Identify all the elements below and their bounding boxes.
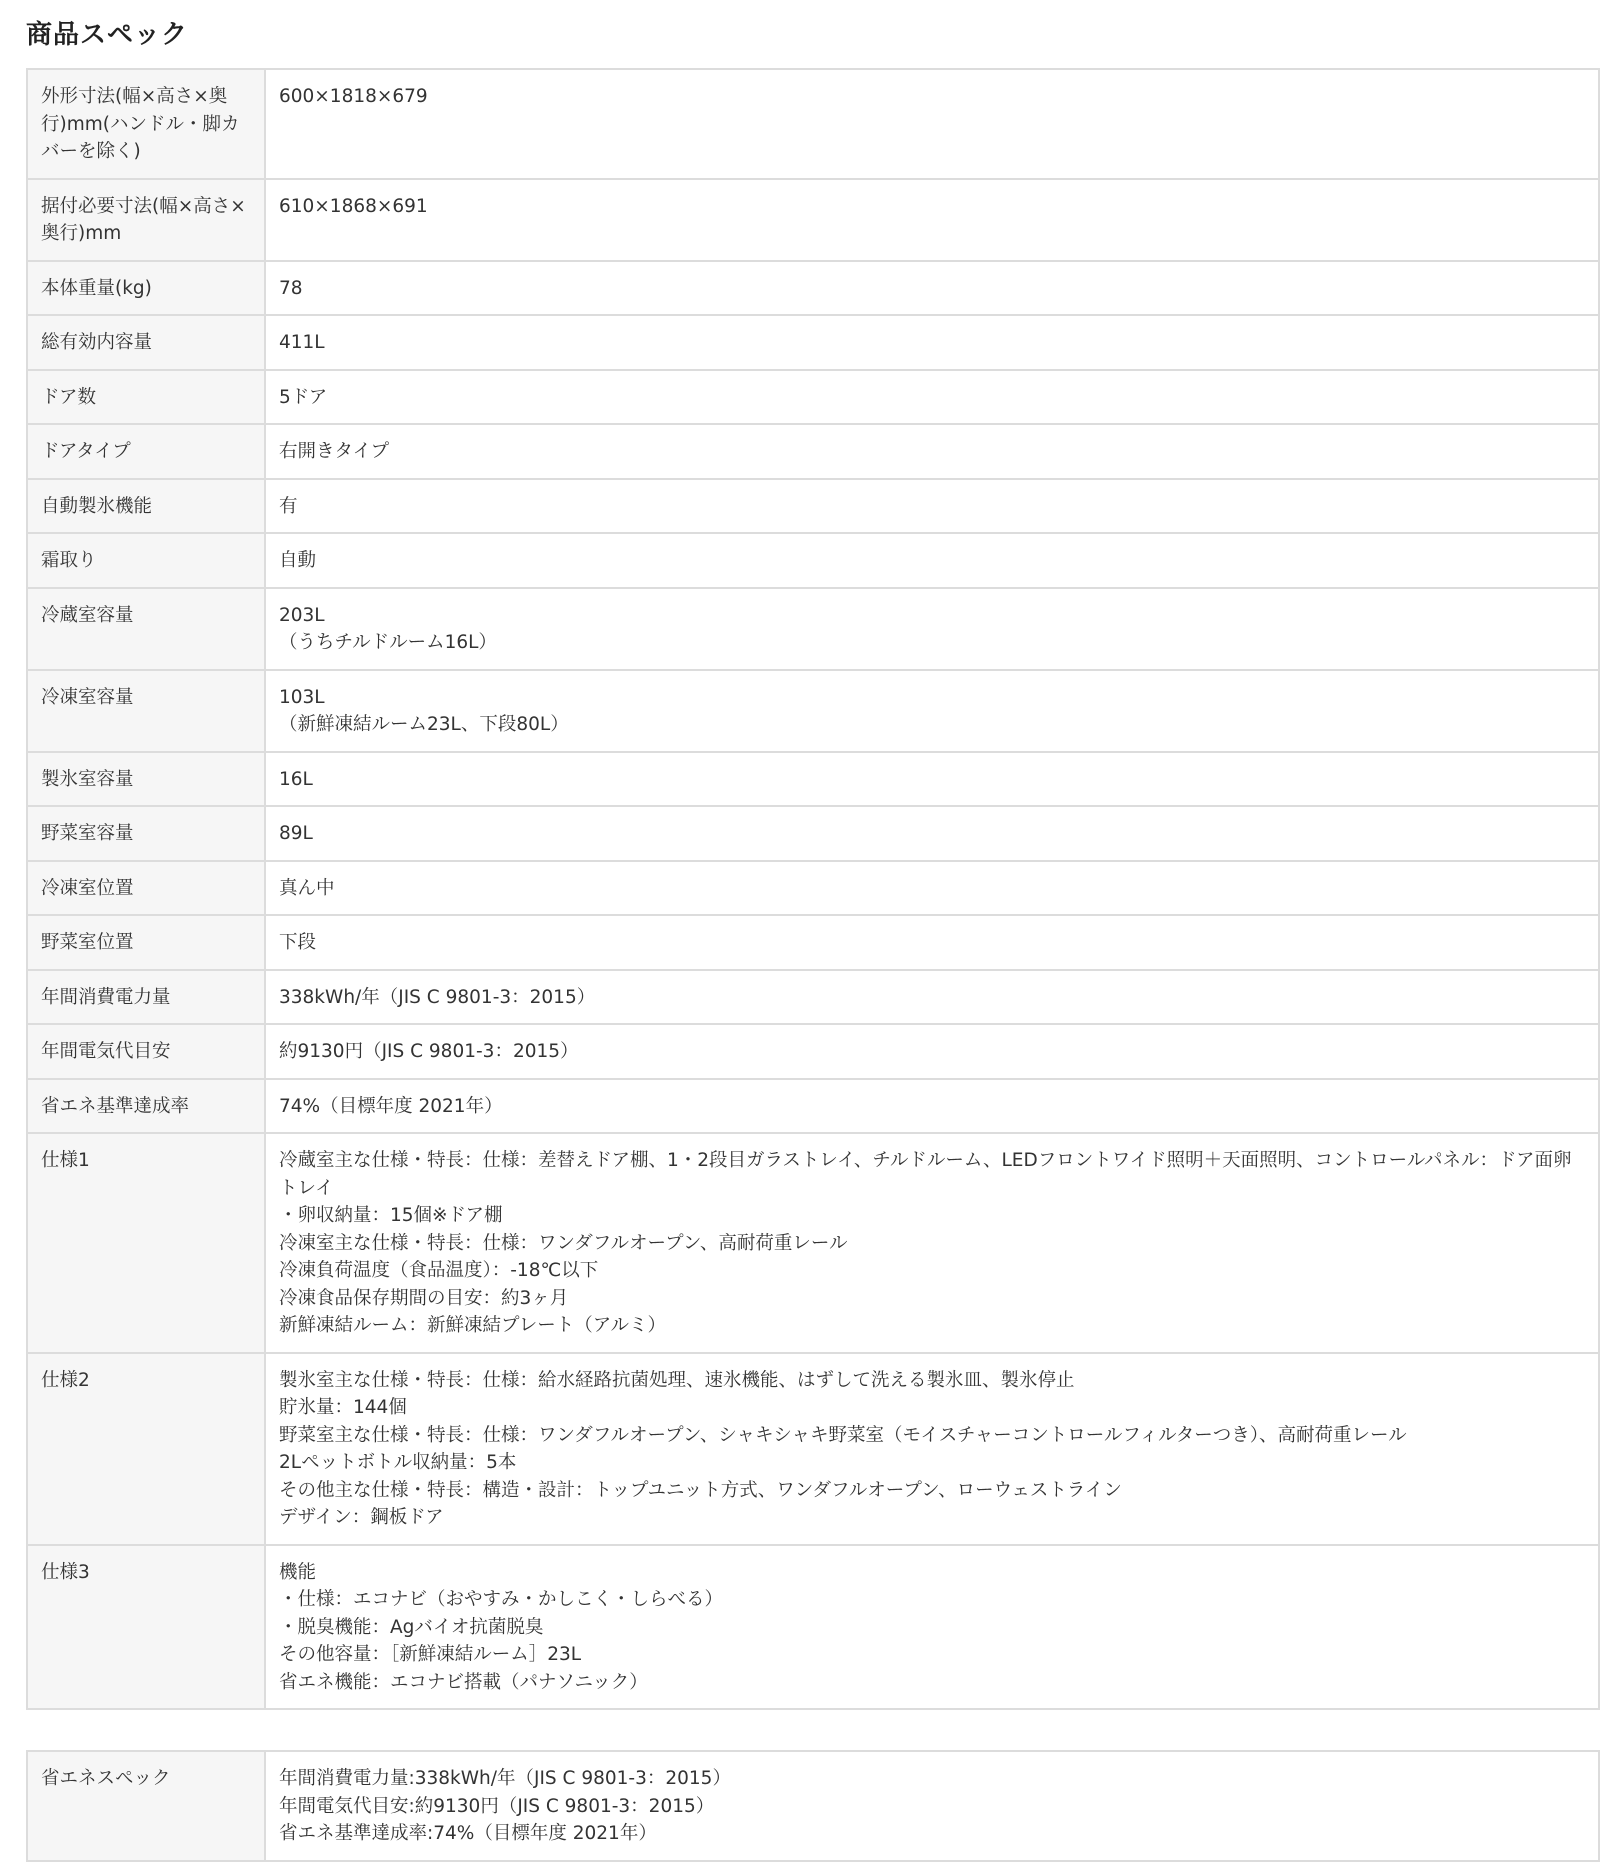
spec-value-line: （うちチルドルーム16L）	[279, 632, 497, 653]
spec-value	[265, 970, 1599, 1025]
spec-label: 外形寸法(幅×高さ×奥行)mm(ハンドル・脚カバーを除く)	[27, 69, 265, 179]
spec-value-line: 省エネ基準達成率:74%（目標年度 2021年）	[279, 1823, 657, 1844]
spec-value-line: 78	[279, 277, 303, 299]
spec-value-line: 野菜室主な仕様・特長：仕様：ワンダフルオープン、シャキシャキ野菜室（モイスチャーコントロールフィルターつき）、高耐荷重レール	[279, 1424, 1407, 1446]
spec-value	[265, 1545, 1599, 1710]
spec-value	[265, 1353, 1599, 1545]
spec-value-line: 省エネ機能：エコナビ搭載（パナソニック）	[279, 1671, 648, 1693]
spec-row	[27, 915, 1599, 970]
spec-row	[27, 588, 1599, 670]
spec-value-line: 年間電気代目安:約9130円（JIS C 9801-3：2015）	[279, 1795, 715, 1817]
spec-row	[27, 1353, 1599, 1545]
spec-row	[27, 670, 1599, 752]
spec-value	[265, 261, 1599, 316]
spec-row	[27, 261, 1599, 316]
spec-row	[27, 970, 1599, 1025]
energy-spec-table	[26, 1750, 1600, 1862]
spec-label: 仕様1	[27, 1133, 265, 1353]
spec-value-line: 真ん中	[279, 877, 335, 899]
spec-table-body	[27, 69, 1599, 1709]
spec-row	[27, 533, 1599, 588]
spec-row	[27, 1133, 1599, 1353]
spec-value	[265, 69, 1599, 179]
spec-label: 据付必要寸法(幅×高さ×奥行)mm	[27, 179, 265, 261]
spec-value-line: 約9130円（JIS C 9801-3：2015）	[279, 1041, 579, 1062]
spec-row	[27, 1079, 1599, 1134]
spec-label: 冷凍室位置	[27, 861, 265, 916]
spec-row	[27, 424, 1599, 479]
spec-value-line: 冷凍食品保存期間の目安：約3ヶ月	[279, 1287, 569, 1309]
spec-value	[265, 915, 1599, 970]
spec-label: ドア数	[27, 370, 265, 425]
spec-value	[265, 315, 1599, 370]
spec-label: 年間消費電力量	[27, 970, 265, 1025]
spec-value-line: 冷蔵室主な仕様・特長：仕様：差替えドア棚、1・2段目ガラストレイ、チルドルーム、LEDフロントワイド照明＋天面照明、コントロールパネル：ドア面卵トレイ	[279, 1150, 1572, 1199]
spec-label: 野菜室容量	[27, 806, 265, 861]
spec-row	[27, 315, 1599, 370]
spec-value	[265, 588, 1599, 670]
spec-value	[265, 752, 1599, 807]
spec-value-line: 自動	[279, 550, 317, 571]
spec-value-line: 74%（目標年度 2021年）	[279, 1095, 503, 1117]
spec-value	[265, 479, 1599, 534]
spec-value-line: 機能	[279, 1561, 317, 1583]
spec-value	[265, 1024, 1599, 1079]
spec-row	[27, 1545, 1599, 1710]
spec-value-line: 16L	[279, 768, 313, 790]
spec-value-line: 下段	[279, 932, 317, 953]
spec-row	[27, 370, 1599, 425]
spec-value-line: （新鮮凍結ルーム23L、下段80L）	[279, 714, 569, 735]
spec-value-line: 103L	[279, 686, 325, 708]
spec-value	[265, 533, 1599, 588]
spec-value-line: 冷凍室主な仕様・特長：仕様：ワンダフルオープン、高耐荷重レール	[279, 1232, 848, 1254]
spec-value-line: 610×1868×691	[279, 195, 428, 217]
spec-label: 仕様3	[27, 1545, 265, 1710]
spec-value	[265, 1079, 1599, 1134]
spec-label: ドアタイプ	[27, 424, 265, 479]
spec-value-line: 製氷室主な仕様・特長：仕様：給水経路抗菌処理、速氷機能、はずして洗える製氷皿、製氷停止	[279, 1369, 1075, 1391]
spec-label: 省エネ基準達成率	[27, 1079, 265, 1134]
spec-table	[26, 68, 1600, 1710]
spec-value	[265, 424, 1599, 479]
spec-row	[27, 752, 1599, 807]
spec-value	[265, 670, 1599, 752]
spec-value-line: 有	[279, 495, 298, 517]
spec-value-line: 89L	[279, 823, 313, 844]
spec-value	[265, 370, 1599, 425]
spec-value-line: 600×1818×679	[279, 86, 428, 107]
spec-value-line: ・仕様：エコナビ（おやすみ・かしこく・しらべる）	[279, 1589, 724, 1610]
spec-value-line: 右開きタイプ	[279, 441, 390, 462]
spec-label: 省エネスペック	[27, 1751, 265, 1861]
spec-value-line: 年間消費電力量:338kWh/年（JIS C 9801-3：2015）	[279, 1768, 731, 1789]
spec-value-line: 338kWh/年（JIS C 9801-3：2015）	[279, 986, 596, 1008]
spec-value	[265, 1133, 1599, 1353]
page-title: 商品スペック	[26, 20, 189, 50]
spec-value-line: 2Lペットボトル収納量：5本	[279, 1452, 517, 1473]
spec-value	[265, 179, 1599, 261]
spec-value-line: 203L	[279, 604, 325, 626]
spec-value-line: 貯氷量：144個	[279, 1397, 407, 1418]
spec-label: 野菜室位置	[27, 915, 265, 970]
spec-value-line: ・卵収納量：15個※ドア棚	[279, 1205, 503, 1226]
spec-value-line: 5ドア	[279, 386, 328, 408]
spec-value-line: 冷凍負荷温度（食品温度）：-18℃以下	[279, 1260, 599, 1281]
spec-row	[27, 69, 1599, 179]
spec-value	[265, 861, 1599, 916]
spec-row	[27, 806, 1599, 861]
spec-label: 総有効内容量	[27, 315, 265, 370]
spec-value	[265, 1751, 1599, 1861]
spec-value-line: 411L	[279, 332, 325, 353]
spec-label: 冷凍室容量	[27, 670, 265, 752]
spec-label: 年間電気代目安	[27, 1024, 265, 1079]
spec-label: 仕様2	[27, 1353, 265, 1545]
spec-label: 製氷室容量	[27, 752, 265, 807]
spec-label: 冷蔵室容量	[27, 588, 265, 670]
spec-label: 本体重量(kg)	[27, 261, 265, 316]
spec-label: 霜取り	[27, 533, 265, 588]
spec-value-line: その他主な仕様・特長：構造・設計：トップユニット方式、ワンダフルオープン、ローウェストライン	[279, 1479, 1122, 1501]
spec-row	[27, 1751, 1599, 1861]
spec-row	[27, 861, 1599, 916]
spec-value-line: デザイン：鋼板ドア	[279, 1507, 444, 1528]
energy-spec-table-body	[27, 1751, 1599, 1861]
spec-row	[27, 179, 1599, 261]
spec-label: 自動製氷機能	[27, 479, 265, 534]
spec-value-line: ・脱臭機能：Agバイオ抗菌脱臭	[279, 1616, 544, 1638]
spec-row	[27, 479, 1599, 534]
spec-value-line: その他容量：［新鮮凍結ルーム］23L	[279, 1644, 582, 1665]
spec-row	[27, 1024, 1599, 1079]
spec-value	[265, 806, 1599, 861]
spec-value-line: 新鮮凍結ルーム：新鮮凍結プレート（アルミ）	[279, 1315, 667, 1336]
